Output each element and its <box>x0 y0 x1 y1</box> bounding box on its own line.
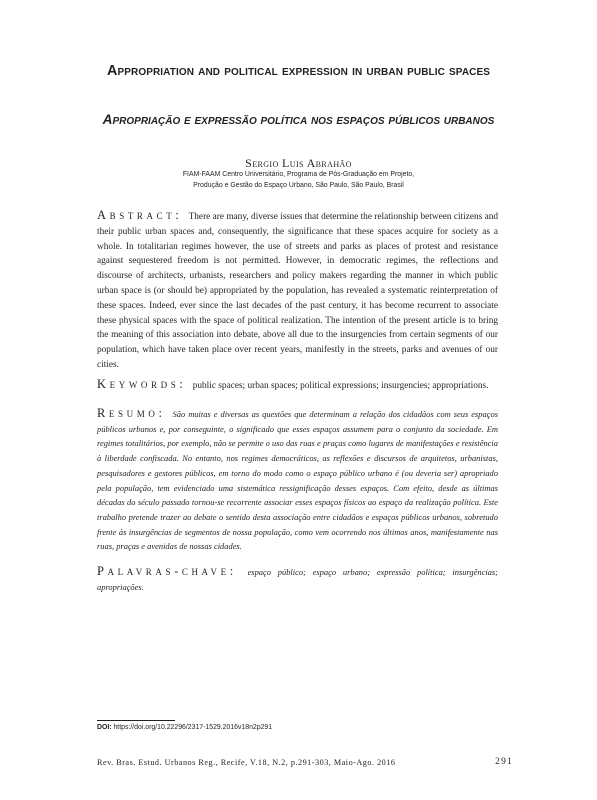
page-number: 291 <box>495 757 513 767</box>
footnote-rule <box>97 720 175 721</box>
keywords-label: Keywords: <box>97 377 187 391</box>
abstract-section <box>97 208 498 373</box>
doi-label: DOI: <box>97 724 112 731</box>
article-title: Appropriation and political expression in urban public spaces <box>106 63 491 79</box>
abstract-text: There are many, diverse issues that determine the relationship between citizens and their public urban spaces and, consequently, the significance that these spaces acquire for society as a whole. In totalitarian regimes however, the use of streets and parks as places of protest and resistance against sequestered freedom is not permitted. However, in democratic regimes, the reflections and discourse of architects, urbanists, researchers and policy makers regarding the manner in which public urban space is (or should be) appropriated by the population, has revealed a systematic reinterpretation of these spaces. Indeed, ever since the last decades of the past century, it has become recurrent to associate these physical spaces with the space of political realization. The intention of the present article is to bring the meaning of this association into debate, above all due to the insurgencies from certain segments of our population, which have taken place over recent years, manifestly in the streets, parks and avenues of our cities. <box>97 212 498 370</box>
resumo-label: Resumo: <box>97 406 166 420</box>
affiliation-line: FIAM-FAAM Centro Universitário, Programa de Pós-Graduação em Projeto, <box>182 171 415 178</box>
palavras-chave-section <box>97 564 498 594</box>
abstract-label: Abstract: <box>97 208 183 222</box>
keywords-text: public spaces; urban spaces; political expressions; insurgencies; appropriations. <box>192 381 489 391</box>
palavras-chave-label: Palavras-chave: <box>97 564 237 578</box>
article-subtitle: Apropriação e expressão política nos espaços públicos urbanos <box>102 112 495 127</box>
author-name: Sergio Luis Abrahão <box>245 156 352 170</box>
keywords-section <box>97 377 498 394</box>
palavras-chave-text: espaço público; espaço urbano; expressão política; insurgências; apropriações. <box>97 567 498 592</box>
affiliation-line: Produção e Gestão do Espaço Urbano, São Paulo, São Paulo, Brasil <box>193 182 404 189</box>
author-affiliation <box>60 169 537 191</box>
resumo-text: São muitas e diversas as questões que determinam a relação dos cidadãos com seus espaços públicos urbanos e, por conseguinte, o significado que esses espaços assumem para o conjunto da sociedade. Em regimes totalitários, por exemplo, não se permite o uso das ruas e praças como lugares de manifestações e resistência à liberdade confiscada. No entanto, nos regimes democráticos, as reflexões e discursos de arquitetos, urbanistas, pesquisadores e gestores públicos, em torno do modo como o espaço público urbano é (ou deveria ser) apropriado pela população, tem evidenciado uma sistemática ressignificação desses espaços. Com efeito, desde as últimas décadas do século passado tornou-se recorrente associar esses espaços físicos ao espaço da realização política. Este trabalho pretende trazer ao debate o sentido desta associação entre cidadãos e espaços públicos urbanos, sobretudo frente às insurgências de segmentos de nossa população, como vem ocorrendo nos últimos anos, manifestamente nas ruas, praças e avenidas de nossas cidades. <box>97 409 498 552</box>
journal-citation: Rev. Bras. Estud. Urbanos Reg., Recife, V.18, N.2, p.291-303, Maio-Ago. 2016 <box>97 758 396 767</box>
resumo-section <box>97 406 498 554</box>
doi-link[interactable]: https://doi.org/10.22296/2317-1529.2016v18n2p291 <box>113 724 273 731</box>
doi-line <box>97 724 272 731</box>
